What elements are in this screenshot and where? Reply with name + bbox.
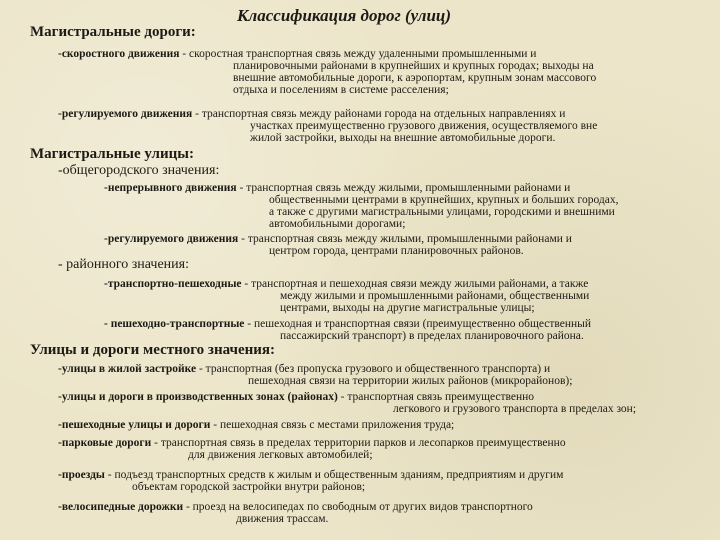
entry-cont: для движения легковых автомобилей; — [188, 449, 373, 461]
entry-desc: - транспортная связь между районами города на отдельных направлениях и — [192, 108, 566, 120]
entry-desc: - транспортная и пешеходная связи между жилыми районами, а также — [241, 278, 589, 290]
entry-desc: - транспортная связь между жилыми, промышленными районами и — [236, 182, 571, 194]
entry-desc: - пешеходная связь с местами приложения труда; — [210, 419, 455, 431]
entry-term: -непрерывного движения — [104, 182, 237, 194]
entry-term: -регулируемого движения — [104, 233, 239, 245]
entry-desc: - пешеходная и транспортная связи (преимущественно общественный — [244, 318, 592, 330]
entry-cont: а также с другими магистральными улицами, городскими и внешними — [269, 206, 615, 218]
entry-transport-pedestrian — [104, 278, 589, 314]
entry-cont: пассажирский транспорт) в пределах планировочного района. — [280, 330, 584, 342]
entry-term: - пешеходно-транспортные — [104, 318, 245, 330]
entry-cont: общественными центрами в крупнейших, крупных и больших городах, — [269, 194, 619, 206]
entry-desc: - транспортная (без пропуска грузового и общественного транспорта) и — [196, 363, 551, 375]
entry-desc: - подъезд транспортных средств к жилым и общественным зданиям, предприятиям и другим — [104, 469, 564, 481]
entry-cont: движения трассам. — [236, 513, 329, 525]
entry-cont: пешеходная связи на территории жилых районов (микрорайонов); — [248, 375, 573, 387]
entry-desc: - транспортная связь преимущественно — [337, 391, 535, 403]
entry-cont: планировочными районами в крупнейших и крупных городах; выходы на — [233, 60, 594, 72]
entry-term: -улицы и дороги в производственных зонах (районах) — [58, 391, 338, 403]
entry-cont: легкового и грузового транспорта в пределах зон; — [393, 403, 637, 415]
subgroup-citywide: -общегородского значения: — [58, 163, 220, 178]
entry-cont: объектам городской застройки внутри районов; — [132, 481, 366, 493]
entry-term: -парковые дороги — [58, 437, 152, 449]
heading-highways: Магистральные дороги: — [30, 24, 196, 40]
entry-cont: между жилыми и промышленными районами, общественными — [280, 290, 590, 302]
entry-cont: жилой застройки, выходы на внешние автомобильные дороги. — [250, 132, 556, 144]
entry-pedestrian — [58, 419, 454, 431]
entry-desc: - скоростная транспортная связь между удаленными промышленными и — [179, 48, 537, 60]
entry-desc: - транспортная связь между жилыми, промышленными районами и — [238, 233, 572, 245]
entry-term: -регулируемого движения — [58, 108, 193, 120]
entry-express — [58, 48, 596, 96]
entry-industrial — [58, 391, 636, 415]
entry-regulated-street — [104, 233, 572, 257]
entry-term: -пешеходные улицы и дороги — [58, 419, 211, 431]
entry-term: -велосипедные дорожки — [58, 501, 184, 513]
subgroup-district: - районного значения: — [58, 257, 189, 272]
entry-driveways — [58, 469, 563, 493]
entry-cont: автомобильными дорогами; — [269, 218, 406, 230]
entry-bicycle — [58, 501, 533, 525]
entry-desc: - транспортная связь в пределах территории парков и лесопарков преимущественно — [151, 437, 566, 449]
entry-term: -скоростного движения — [58, 48, 180, 60]
entry-desc: - проезд на велосипедах по свободным от других видов транспортного — [183, 501, 533, 513]
entry-term: -проезды — [58, 469, 105, 481]
entry-term: -транспортно-пешеходные — [104, 278, 242, 290]
entry-cont: центрами, выходы на другие магистральные улицы; — [280, 302, 535, 314]
entry-park — [58, 437, 566, 461]
heading-local-streets: Улицы и дороги местного значения: — [30, 342, 276, 358]
entry-continuous — [104, 182, 618, 230]
entry-term: -улицы в жилой застройке — [58, 363, 197, 375]
entry-residential — [58, 363, 572, 387]
entry-cont: отдыха и поселениям в системе расселения; — [233, 84, 449, 96]
entry-pedestrian-transport — [104, 318, 591, 342]
entry-cont: участках преимущественно грузового движения, осуществляемого вне — [250, 120, 598, 132]
entry-cont: центром города, центрами планировочных районов. — [269, 245, 524, 257]
entry-regulated-road — [58, 108, 597, 144]
page-title: Классификация дорог (улиц) — [237, 6, 452, 25]
entry-cont: внешние автомобильные дороги, к аэропортам, крупным зонам массового — [233, 72, 597, 84]
heading-main-streets: Магистральные улицы: — [30, 146, 194, 162]
